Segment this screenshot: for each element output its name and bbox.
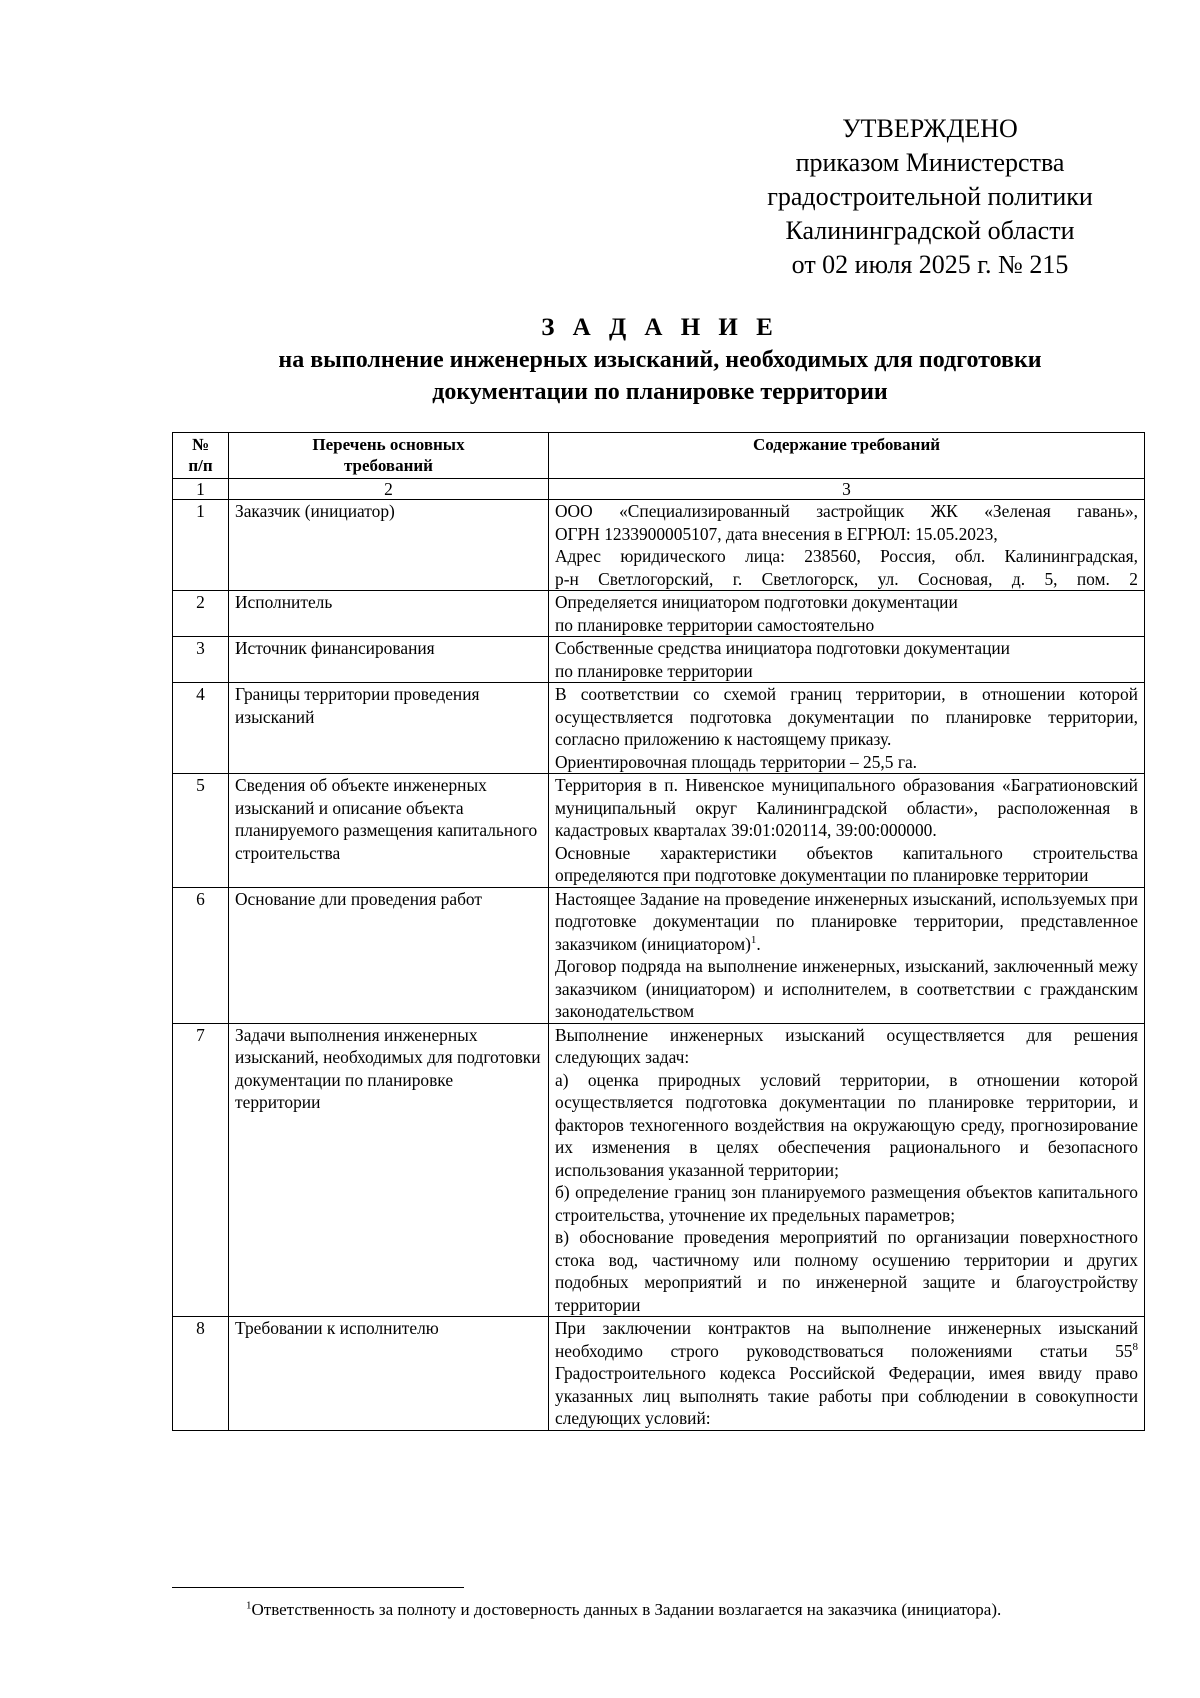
content-line: Адрес юридического лица: 238560, Россия, обл. Калининградская, (555, 546, 1138, 566)
content-paragraph: в) обоснование проведения мероприятий по организации поверхностного стока вод, частичному или полному осушению территории и других подобных мероприятий и по инженерной защите и благоустройству территории (555, 1227, 1138, 1315)
content-paragraph: Ориентировочная площадь территории – 25,5 га. (555, 751, 918, 772)
content-line: по планировке территории (555, 660, 753, 681)
table-row (173, 591, 1145, 637)
row-label: Задачи выполнения инженерных изысканий, необходимых для подготовки документации по планировке территории (229, 1023, 549, 1317)
approval-line-3: градостроительной политики (767, 182, 1093, 211)
table-row (173, 637, 1145, 683)
header-requirements-line1: Перечень основных (312, 435, 465, 454)
row-label: Границы территории проведения изысканий (229, 683, 549, 774)
row-label: Сведения об объекте инженерных изысканий и описание объекта планируемого размещения капитального строительства (229, 774, 549, 888)
content-line: ООО «Специализированный застройщик ЖК «Зеленая гавань», (555, 501, 1138, 521)
header-number (173, 433, 229, 479)
row-number: 2 (173, 591, 229, 637)
footnote-text: Ответственность за полноту и достоверность данных в Задании возлагается на заказчика (инициатора). (251, 1600, 1002, 1619)
approval-line-2: приказом Министерства (795, 148, 1065, 177)
row-content (549, 1317, 1145, 1431)
table-row (173, 683, 1145, 774)
row-content (549, 1023, 1145, 1317)
content-line: по планировке территории самостоятельно (555, 614, 875, 635)
row-number: 7 (173, 1023, 229, 1317)
content-line: ОГРН 1233900005107, дата внесения в ЕГРЮЛ: 15.05.2023, (555, 523, 998, 544)
row-number: 1 (173, 500, 229, 591)
title-line-3: документации по планировке территории (432, 379, 888, 405)
content-paragraph: б) определение границ зон планируемого размещения объектов капитального строительства, уточнение их предельных параметров; (555, 1182, 1138, 1225)
table-header-row (173, 433, 1145, 479)
row-content (549, 683, 1145, 774)
requirements-table (172, 432, 1145, 1431)
header-requirements-line2: требований (344, 456, 433, 475)
row-number: 8 (173, 1317, 229, 1431)
document-title (170, 312, 1150, 408)
content-paragraph: Основные характеристики объектов капитального строительства определяются при подготовке документации по планировке территории (555, 842, 1138, 885)
content-line: р-н Светлогорский, г. Светлогорск, ул. Сосновая, д. 5, пом. 2 (555, 568, 1138, 589)
header-content: Содержание требований (549, 433, 1145, 479)
footnote-separator (172, 1587, 464, 1588)
title-line-2: на выполнение инженерных изысканий, необходимых для подготовки (278, 347, 1042, 373)
row-label: Исполнитель (229, 591, 549, 637)
footnote (246, 1599, 1156, 1621)
header-requirements (229, 433, 549, 479)
table-row (173, 774, 1145, 888)
article-superscript: 8 (1132, 1340, 1138, 1353)
row-number: 6 (173, 887, 229, 1023)
row-number: 3 (173, 637, 229, 683)
paragraph-text: Градостроительного кодекса Российской Федерации, имея ввиду право указанных лиц выполнять такие работы при соблюдении в совокупности следующих условий: (555, 1363, 1138, 1428)
footnote-reference[interactable]: 1 (750, 933, 757, 946)
index-cell: 2 (229, 479, 549, 500)
approval-line-1: УТВЕРЖДЕНО (842, 114, 1018, 143)
row-number: 4 (173, 683, 229, 774)
row-label: Требовании к исполнителю (229, 1317, 549, 1431)
row-content (549, 500, 1145, 591)
table-index-row (173, 479, 1145, 500)
content-paragraph: В соответствии со схемой границ территории, в отношении которой осуществляется подготовка документации по планировке территории, согласно приложению к настоящему приказу. (555, 684, 1138, 749)
content-line: Собственные средства инициатора подготовки документации (555, 638, 1010, 658)
title-line-1: З А Д А Н И Е (541, 314, 779, 341)
row-content (549, 887, 1145, 1023)
index-cell: 1 (173, 479, 229, 500)
row-label: Источник финансирования (229, 637, 549, 683)
content-paragraph: Выполнение инженерных изысканий осуществляется для решения следующих задач: (555, 1024, 1138, 1067)
row-label: Заказчик (инициатор) (229, 500, 549, 591)
table-row (173, 500, 1145, 591)
index-cell: 3 (549, 479, 1145, 500)
approval-block (720, 112, 1140, 282)
table-row (173, 887, 1145, 1023)
content-paragraph: а) оценка природных условий территории, в отношении которой осуществляется подготовка документации по планировке территории, и факторов техногенного воздействия на окружающую среду, прогнозирование их изменения в целях обеспечения рационального и безопасного использования указанной территории; (555, 1069, 1138, 1180)
content-line: Определяется инициатором подготовки документации (555, 592, 958, 612)
row-number: 5 (173, 774, 229, 888)
table-row (173, 1317, 1145, 1431)
header-number-line2: п/п (188, 456, 213, 475)
row-content (549, 774, 1145, 888)
content-paragraph: Договор подряда на выполнение инженерных, изысканий, заключенный межу заказчиком (инициатором) и исполнителем, в соответствии с гражданским законодательством (555, 956, 1138, 1021)
row-content (549, 591, 1145, 637)
row-label: Основание дли проведения работ (229, 887, 549, 1023)
paragraph-punct: . (756, 933, 761, 954)
row-content (549, 637, 1145, 683)
approval-line-5: от 02 июля 2025 г. № 215 (791, 250, 1069, 279)
paragraph-text: Настоящее Задание на проведение инженерных изысканий, используемых при подготовке документации по планировке территории, представленное заказчиком (инициатором) (555, 888, 1138, 954)
footnote-mark: 1 (246, 1599, 252, 1612)
content-paragraph (555, 888, 1138, 956)
content-paragraph: Территория в п. Нивенское муниципального образования «Багратионовский муниципальный округ Калининградской области», расположенная в кадастровых кварталах 39:01:020114, 39:00:000000. (555, 775, 1138, 840)
content-paragraph (555, 1317, 1138, 1430)
header-number-line1: № (191, 435, 210, 454)
paragraph-text: При заключении контрактов на выполнение инженерных изысканий необходимо строго руководствоваться положениями статьи 55 (555, 1318, 1138, 1361)
approval-line-4: Калининградской области (785, 216, 1075, 245)
table-row (173, 1023, 1145, 1317)
